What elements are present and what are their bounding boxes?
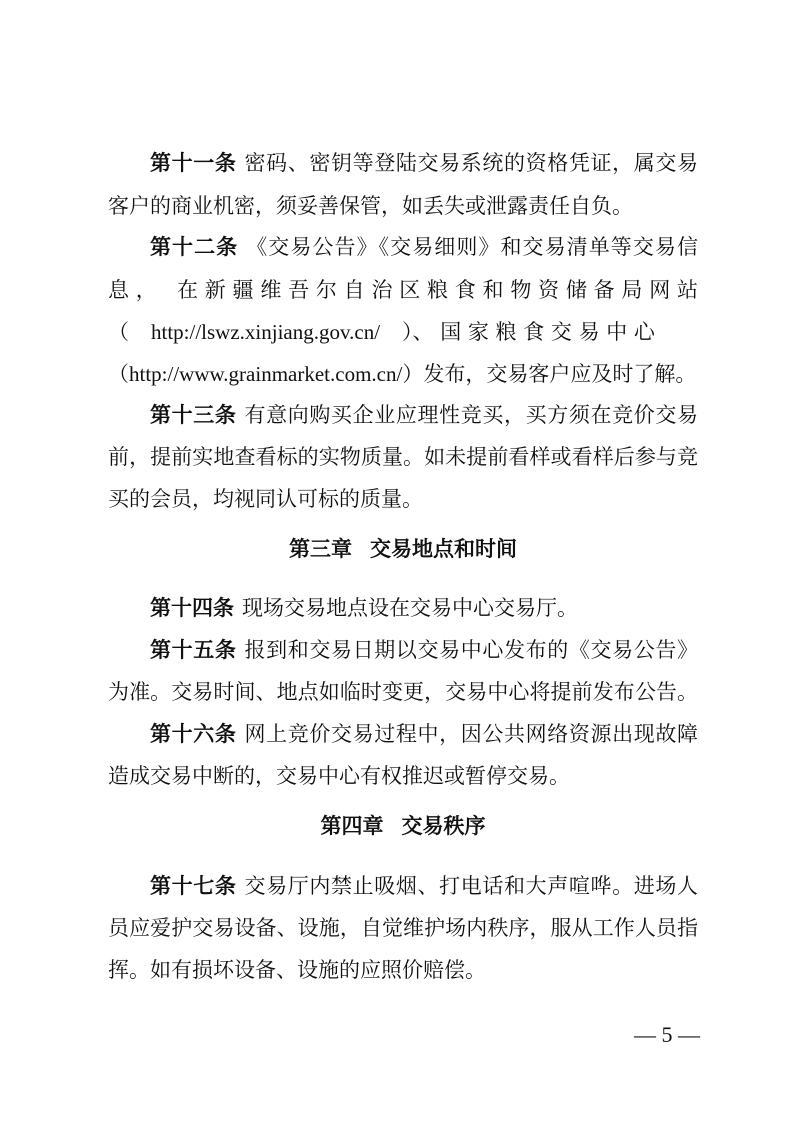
- article-11-label: 第十一条: [150, 151, 237, 175]
- article-11-line-2: 客户的商业机密，须妥善保管，如丢失或泄露责任自负。: [108, 194, 633, 218]
- open-paren: （: [108, 320, 129, 344]
- article-12-label: 第十二条: [150, 235, 239, 259]
- article-13-text: 有意向购买企业应理性竞买，买方须在竞价交易: [244, 403, 698, 427]
- chapter-4-title: 交易秩序: [401, 814, 486, 838]
- article-17-line-2: 员应爱护交易设备、设施，自觉维护场内秩序，服从工作人员指: [108, 916, 698, 940]
- article-12-line-1: [150, 232, 698, 262]
- article-11-text: 密码、密钥等登陆交易系统的资格凭证，属交易: [244, 151, 698, 175]
- chapter-3-number: 第三章: [289, 537, 352, 561]
- article-17-line-1: [150, 871, 698, 901]
- article-16-line-1: [150, 719, 698, 749]
- article-15-label: 第十五条: [150, 638, 237, 662]
- grainmarket-url: http://www.grainmarket.com.cn/: [129, 362, 403, 386]
- article-16-text: 网上竞价交易过程中，因公共网络资源出现故障: [244, 722, 698, 746]
- article-14-label: 第十四条: [150, 596, 234, 620]
- chapter-3-title: 交易地点和时间: [370, 537, 517, 561]
- article-13-line-2: 前，提前实地查看标的实物质量。如未提前看样或看样后参与竞: [108, 445, 698, 469]
- article-11-line-1: [150, 148, 698, 178]
- open-paren: （: [108, 362, 129, 386]
- article-13-label: 第十三条: [150, 403, 237, 427]
- article-17-text: 交易厅内禁止吸烟、打电话和大声喧哗。进场人: [244, 874, 698, 898]
- article-14-line-1: [150, 593, 698, 623]
- article-12-line-4: [108, 359, 698, 389]
- article-16-label: 第十六条: [150, 722, 237, 746]
- chapter-4-heading: [108, 811, 698, 841]
- article-15-line-2: 为准。交易时间、地点如临时变更，交易中心将提前发布公告。: [108, 680, 698, 704]
- article-13-line-3: 买的会员，均视同认可标的质量。: [108, 487, 423, 511]
- chapter-4-number: 第四章: [320, 814, 384, 838]
- page-number: — 5 —: [634, 1022, 700, 1047]
- article-12-text: 《交易公告》《交易细则》和交易清单等交易信: [246, 235, 698, 259]
- article-13-line-1: [150, 400, 698, 430]
- chapter-3-heading: [108, 534, 698, 564]
- article-17-label: 第十七条: [150, 874, 237, 898]
- article-12-tail: ）发布，交易客户应及时了解。: [402, 362, 697, 386]
- grain-center-name: ）、 国 家 粮 食 交 易 中 心: [402, 320, 655, 344]
- article-15-text: 报到和交易日期以交易中心发布的《交易公告》: [244, 638, 698, 662]
- article-16-line-2: 造成交易中断的，交易中心有权推迟或暂停交易。: [108, 764, 570, 788]
- article-12-line-3: [108, 317, 698, 347]
- xinjiang-bureau-url: http://lswz.xinjiang.gov.cn/: [151, 320, 381, 344]
- article-14-text: 现场交易地点设在交易中心交易厅。: [242, 596, 578, 620]
- article-17-line-3: 挥。如有损坏设备、设施的应照价赔偿。: [108, 958, 486, 982]
- article-15-line-1: [150, 635, 698, 665]
- article-12-line-2: 息， 在新疆维吾尔自治区粮食和物资储备局网站: [108, 278, 698, 302]
